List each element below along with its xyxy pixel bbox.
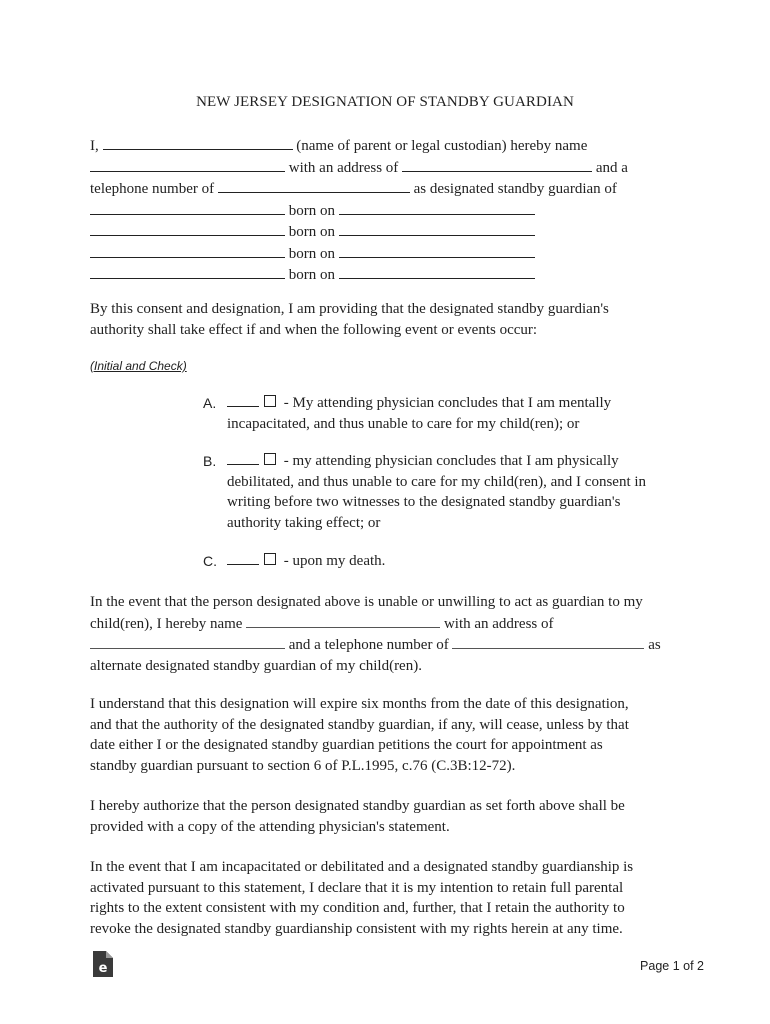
alternate-guardian-paragraph [90,592,690,676]
paragraph-line: alternate designated standby guardian of my child(ren). [90,657,422,674]
initial-blank[interactable] [227,551,259,565]
initial-and-check-label: (Initial and Check) [90,359,187,373]
child-birthdate-blank[interactable] [339,264,535,279]
child-birthdate-blank[interactable] [339,221,535,236]
option-text: - my attending physician concludes that I am physically [280,453,619,469]
option-a [203,393,693,434]
paragraph-line: In the event that the person designated above is unable or unwilling to act as guardian to my [90,594,643,610]
paragraph-line: activated pursuant to this statement, I declare that it is my intention to retain full parental [90,879,624,896]
consent-paragraph [90,299,690,340]
option-text: debilitated, and thus unable to care for my child(ren), and I consent in [227,473,647,490]
document-title: NEW JERSEY DESIGNATION OF STANDBY GUARDIAN [196,94,574,110]
guardian-name-blank[interactable] [90,157,285,172]
child-name-blank[interactable] [90,243,285,258]
paragraph-text: and a telephone number of [288,637,449,653]
option-letter: A. [203,395,217,411]
paragraph-text: child(ren), I hereby name [90,615,243,632]
option-text: - upon my death. [280,553,386,569]
paragraph-line: rights to the extent consistent with my condition and, further, that I retain the authority to [90,900,625,916]
paragraph-line: and that the authority of the designated standby guardian, if any, will cease, unless by that [90,716,629,733]
paragraph-line: provided with a copy of the attending physician's statement. [90,818,450,835]
intro-text: and a [595,159,628,176]
child-name-blank[interactable] [90,264,285,279]
option-text: authority taking effect; or [227,514,381,531]
initial-blank[interactable] [227,393,259,407]
child-birthdate-blank[interactable] [339,200,535,215]
paragraph-text: with an address of [443,615,554,632]
expiration-paragraph [90,694,690,776]
parent-name-blank[interactable] [103,135,293,150]
paragraph-line: I understand that this designation will expire six months from the date of this designation, [90,696,629,712]
svg-text:e: e [98,961,108,976]
paragraph-line: revoke the designated standby guardianship consistent with my rights herein at any time. [90,920,623,937]
intro-text: I, [90,138,99,154]
paragraph-line: standby guardian pursuant to section 6 of P.L.1995, c.76 (C.3B:12-72). [90,757,516,774]
born-on-label: born on [288,224,335,240]
intro-text: telephone number of [90,181,215,197]
intro-text: as designated standby guardian of [413,181,617,197]
paragraph-line: By this consent and designation, I am providing that the designated standby guardian's [90,301,609,317]
born-on-label: born on [288,202,335,219]
checkbox-icon[interactable] [264,395,276,407]
paragraph-line: In the event that I am incapacitated or debilitated and a designated standby guardianship is [90,859,634,875]
option-letter: C. [203,553,217,569]
checkbox-icon[interactable] [264,453,276,465]
alternate-guardian-address-blank[interactable] [90,634,285,649]
page-number: Page 1 of 2 [640,959,704,973]
authorize-paragraph [90,796,690,837]
checkbox-icon[interactable] [264,553,276,565]
born-on-label: born on [288,245,335,262]
alternate-guardian-name-blank[interactable] [246,613,440,628]
child-name-blank[interactable] [90,200,285,215]
intro-text: with an address of [288,159,399,176]
paragraph-line: date either I or the designated standby guardian petitions the court for appointment as [90,737,603,753]
option-text: incapacitated, and thus unable to care for my child(ren); or [227,415,580,432]
paragraph-line: authority shall take effect if and when the following event or events occur: [90,321,538,338]
option-text: - My attending physician concludes that I am mentally [280,395,612,411]
guardian-address-blank[interactable] [402,157,592,172]
option-text: writing before two witnesses to the designated standby guardian's [227,494,621,510]
child-birthdate-blank[interactable] [339,243,535,258]
alternate-guardian-phone-blank[interactable] [452,634,644,649]
initial-blank[interactable] [227,451,259,465]
child-name-blank[interactable] [90,221,285,236]
intro-block [90,135,690,286]
paragraph-line: I hereby authorize that the person designated standby guardian as set forth above shall be [90,798,625,814]
paragraph-text: as [648,637,661,653]
intro-text: (name of parent or legal custodian) hereby name [296,138,588,154]
option-c [203,551,693,572]
guardian-phone-blank[interactable] [218,178,410,193]
option-b [203,451,693,533]
eforms-logo-icon [93,951,113,977]
parental-rights-paragraph [90,857,690,939]
born-on-label: born on [288,267,335,283]
option-letter: B. [203,453,217,469]
